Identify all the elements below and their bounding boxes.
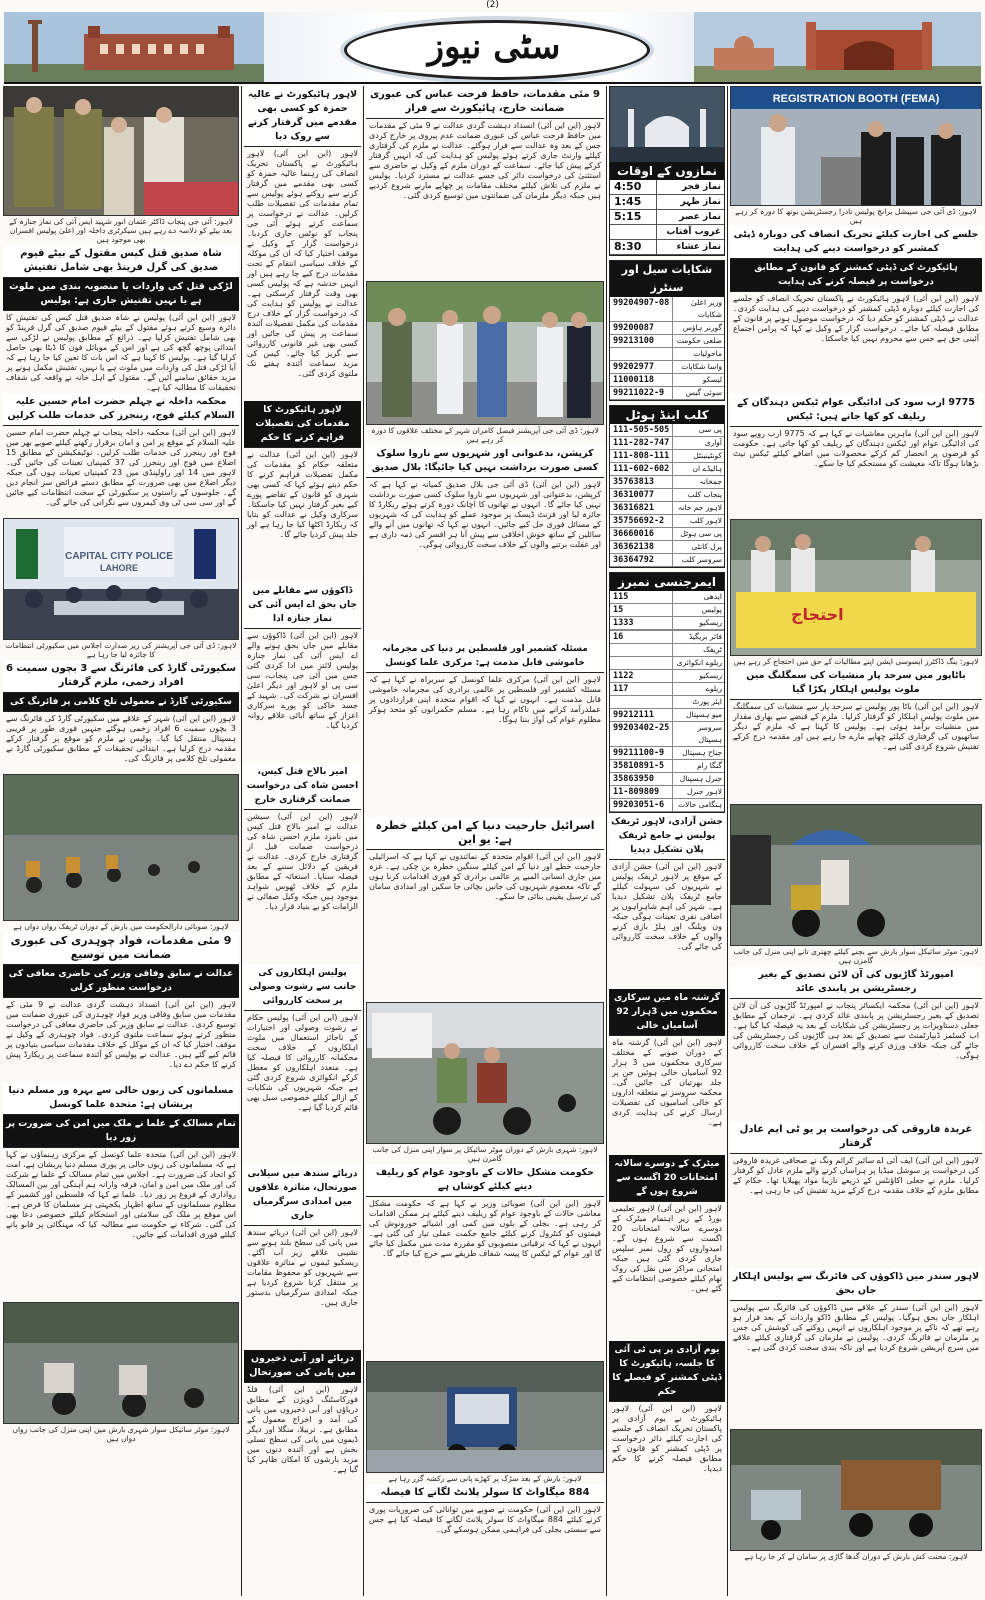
article-body: لاہور (این این آئی) سندر کے علاقے میں ڈاکوؤں کی فائرنگ سے پولیس اہلکار جاں بحق ہوگیا۔ پولیس کے مطابق ڈاکو واردات کے بعد فرار ہو رہے تھے کہ ناکے پر موجود اہلکاروں نے انہیں روکنے کی کوشش کی جس پر ملزمان نے فائرنگ کردی۔ پولیس نے ملزمان کی گرفتاری کیلئے علاقے میں سرچ آپریشن شروع کردیا ہے اور ناکہ بندی سخت کردی گئی ہے۔ bbox=[733, 1303, 979, 1352]
masthead-title: سٹی نیوز bbox=[427, 27, 561, 67]
emergency-number-row-label: ایدھی bbox=[703, 592, 722, 601]
article-body: لاہور (این این آئی) گزشتہ ماہ کے دوران صوبے کے مختلف سرکاری محکموں میں 3 ہزار 92 آسامیاں خالی ہوئیں جن پر جلد بھرتیاں کی جائیں گی۔ محکمہ سروسز نے متعلقہ اداروں کو خالی آسامیوں کی تفصیلات ارسال کرنے کی ہدایت کردی ہے۔ bbox=[612, 1038, 722, 1127]
club-hotel-row-label: لاہور کلب bbox=[690, 516, 722, 525]
prayer-time-row-number: 8:30 bbox=[610, 240, 657, 254]
complaint-center-row-label: وزیر اعلیٰ شکایات bbox=[690, 298, 722, 319]
headline: باٹاپور میں سرحد پار منشیات کی سمگلنگ میں ملوث پولیس اہلکار پکڑا گیا bbox=[730, 667, 982, 700]
emergency-number-row-label: ریلوے انکوائری bbox=[676, 658, 722, 667]
complaint-center-row bbox=[610, 387, 724, 400]
club-hotel-row bbox=[610, 437, 724, 450]
article-body: لاہور (این این آئی) لاہور ہائیکورٹ نے یوم آزادی پر پاکستان تحریک انصاف کے جلسے کی اجازت کیلئے دائر درخواست پر ڈپٹی کمشنر کو قانون کے مطابق فیصلہ کرنے کا حکم دیدیا۔ bbox=[612, 1404, 722, 1473]
headline: اسرائیل جارحیت دنیا کے امن کیلئے خطرہ ہے: یو این bbox=[366, 817, 604, 850]
article-body: لاہور (این این آئی) محکمہ ایکسائز پنجاب نے امپورٹڈ گاڑیوں کی آن لائن تصدیق کے بغیر رجسٹریشن پر پابندی عائد کردی ہے۔ ترجمان کے مطابق جعلی دستاویزات پر رجسٹریشن کی شکایات کے بعد یہ فیصلہ کیا گیا ہے۔ اب کسٹمز ڈیپارٹمنٹ سے تصدیق کے بعد ہی گاڑیوں کی رجسٹریشن کی جائے گی جبکہ خلاف ورزی کرنے والے افسران کے خلاف سخت کارروائی ہوگی۔ bbox=[733, 1001, 979, 1060]
emergency-numbers-list bbox=[610, 591, 724, 812]
police-meeting-photo bbox=[3, 518, 239, 640]
headline: کرپشن، بدعنوانی اور شہریوں سے ناروا سلوک کسی صورت برداشت نہیں کیا جائیگا: بلال صدیق bbox=[366, 445, 604, 478]
club-hotel-row bbox=[610, 515, 724, 528]
article-body: لاہور (این این آئی) لاہور تعلیمی بورڈ کے زیر اہتمام میٹرک کے دوسرے سالانہ امتحانات 20 اگست سے شروع ہوں گے۔ امیدواروں کو رول نمبر سلپس جاری کردی گئی ہیں جبکہ امتحانی مراکز میں نقل کی روک تھام کیلئے خصوصی انتظامات کیے گئے ہیں۔ bbox=[612, 1204, 722, 1293]
club-hotel-row bbox=[610, 528, 724, 541]
club-hotel-row bbox=[610, 554, 724, 567]
club-hotel-title: کلب اینڈ ہوٹل bbox=[610, 406, 724, 424]
emergency-number-row-number: 35863950 bbox=[610, 773, 673, 785]
complaint-centers-box bbox=[609, 260, 725, 401]
article-body: لاہور (این این آئی) شہر کے علاقے میں سکیورٹی گارڈ کی فائرنگ سے 3 بچوں سمیت 6 افراد زخمی ہوگئے جنہیں فوری طور پر قریبی ہسپتال منتقل کیا گیا۔ پولیس نے ملزم کو موقع پر گرفتار کرکے مقدمہ درج کرلیا ہے۔ ابتدائی تحقیقات کے مطابق سکیورٹی گارڈ نے معمولی تلخ کلامی پر فائرنگ کی۔ bbox=[6, 714, 236, 763]
emergency-number-row-label: ہنگامی حالات bbox=[678, 800, 722, 809]
article-body: لاہور (این این آئی) سیشن عدالت نے امیر بالاج قتل کیس میں نامزد ملزم احسن شاہ کی درخواست ضمانت قبل از گرفتاری خارج کردی۔ عدالت نے فریقین کے دلائل سننے کے بعد فیصلہ سنایا۔ استغاثہ کے مطابق ملزم کے خلاف ٹھوس شواہد موجود ہیں جبکہ وکیل صفائی نے الزامات کو بے بنیاد قرار دیا۔ bbox=[247, 812, 358, 911]
prayer-time-row bbox=[610, 180, 724, 195]
club-hotel-row bbox=[610, 424, 724, 437]
article-body: لاہور (این این آئی) متحدہ علما کونسل کے مرکزی رہنماؤں نے کہا ہے کہ مسلمانوں کی زبوں حالی پر پوری مسلم دنیا پریشان ہے، امت کو اتحاد کی ضرورت ہے۔ اجلاس میں تمام مسالک کے علما نے شرکت کی اور ملک میں امن و امان، فرقہ وارانہ ہم آہنگی اور بین المسالک رواداری کے فروغ پر زور دیا۔ علما نے کہا کہ فلسطین اور کشمیر کے مظلوم مسلمانوں کے ساتھ اظہار یکجہتی ہر مسلمان کا فرض ہے۔ اس موقع پر ملک کی سلامتی اور استحکام کیلئے خصوصی دعا بھی کی گئی۔ شرکاء نے حکومت سے مطالبہ کیا کہ مہنگائی پر قابو پانے کیلئے فوری اقدامات کیے جائیں۔ bbox=[6, 1150, 236, 1239]
club-hotel-row bbox=[610, 541, 724, 554]
article-body: لاہور (این این آئی) لاہور ہائیکورٹ نے پاکستان تحریک انصاف کی رہنما عالیہ حمزہ کو کسی بھی مقدمے میں گرفتار کرنے سے روکتے ہوئے پولیس سے تمام مقدمات کی تفصیلات طلب کرلیں۔ عدالت نے درخواست پر سماعت کرتے ہوئے آئی جی پنجاب کو نوٹس جاری کردیا۔ درخواست گزار کے وکیل نے موقف اختیار کیا کہ ان کی موکلہ کے خلاف سیاسی انتقام کے تحت مقدمات درج کیے جا رہے ہیں اور انہیں خدشہ ہے کہ پولیس کسی بھی وقت گرفتار کرسکتی ہے۔ عدالت نے پولیس کو ہدایت کی کہ درخواست گزار کے خلاف درج مقدمات کی مکمل تفصیلات آئندہ سماعت پر پیش کی جائیں اور کسی بھی غیر قانونی کارروائی سے گریز کیا جائے۔ کیس کی مزید سماعت آئندہ ہفتے تک ملتوی کردی گئی۔ bbox=[247, 149, 358, 378]
column-4 bbox=[609, 86, 725, 1526]
photo-caption: لاہور: موٹر سائیکل سوار بارش سے بچنے کیلئے چھتری تانے اپنی منزل کی جانب گامزن ہیں bbox=[733, 947, 979, 965]
motorcycle-drum-photo bbox=[366, 1002, 604, 1144]
headline: سکیورٹی گارڈ کی فائرنگ سے 3 بچوں سمیت 6 افراد زخمی، ملزم گرفتار bbox=[3, 660, 239, 693]
photo-caption: لاہور: آئی جی پنجاب ڈاکٹر عثمان انور شہید ایس آئی کی نماز جنازہ کے بعد بیٹے کو دلاسہ دے رہے ہیں سیکرٹری داخلہ اور اعلیٰ پولیس افسران بھی موجود ہیں bbox=[9, 217, 233, 244]
club-hotel-row bbox=[610, 463, 724, 476]
club-hotel-row-label: پی سی bbox=[698, 425, 722, 434]
mosque-image bbox=[610, 87, 724, 162]
emergency-number-row bbox=[610, 670, 724, 683]
club-hotel-row-label: پرل کانٹی bbox=[691, 542, 722, 551]
complaint-center-row-label: واسا شکایات bbox=[681, 362, 722, 371]
subheadline: ہائیکورٹ کی ڈپٹی کمشنر کو قانون کے مطابق درخواست پر فیصلہ کرنے کی ہدایت bbox=[730, 259, 982, 292]
prayer-time-row-number bbox=[610, 225, 657, 239]
city-skyline-left-image bbox=[4, 12, 264, 82]
club-hotel-row-number: 35763813 bbox=[610, 476, 673, 488]
emergency-number-row-label: پولیس bbox=[701, 605, 722, 614]
emergency-number-row-label: گنگا رام bbox=[697, 761, 722, 770]
headline: جلسے کی اجازت کیلئے تحریک انصاف کی دوبارہ ڈپٹی کمشنر کو درخواست دینے کی ہدایت bbox=[730, 226, 982, 259]
club-hotel-row-label: سروسز کلب bbox=[681, 555, 722, 564]
photo-caption: لاہور: موٹر سائیکل سوار شہری بارش میں اپنی منزل کی جانب رواں دواں ہیں bbox=[12, 1425, 230, 1443]
column-rule bbox=[727, 86, 728, 1596]
club-hotel-row-label: ہالیڈے ان bbox=[692, 464, 722, 473]
prayer-times-title: نمازوں کے اوقات bbox=[610, 162, 724, 180]
complaint-center-row bbox=[610, 335, 724, 348]
emergency-number-row-label: ریلوے bbox=[705, 684, 722, 693]
subheadline: دریائے اور آبی ذخیروں میں پانی کی صورتحال bbox=[244, 1350, 361, 1383]
city-skyline-right-image bbox=[694, 12, 981, 82]
club-hotel-row bbox=[610, 450, 724, 463]
complaint-center-row-number bbox=[610, 348, 673, 360]
club-hotel-box bbox=[609, 405, 725, 568]
complaint-center-row-number: 99211022-9 bbox=[610, 387, 673, 399]
club-hotel-row-number: 111-505-505 bbox=[610, 424, 673, 436]
prayer-time-row bbox=[610, 195, 724, 210]
emergency-number-row-label: ٹریفک bbox=[703, 645, 722, 654]
emergency-number-row bbox=[610, 696, 724, 709]
complaint-center-row-label: سوئی گیس bbox=[685, 388, 722, 397]
emergency-number-row bbox=[610, 747, 724, 760]
svg-text:LAHORE: LAHORE bbox=[100, 563, 138, 573]
article-body: لاہور (این این آئی) حکومت نے صوبے میں توانائی کی ضروریات پوری کرنے کیلئے 884 میگاواٹ کا سولر پلانٹ لگانے کا فیصلہ کیا ہے جس سے سستی بجلی کی فراہمی ممکن ہوسکے گی۔ bbox=[369, 1505, 602, 1534]
subheadline: سکیورٹی گارڈ نے معمولی تلخ کلامی پر فائرنگ کی bbox=[3, 693, 239, 712]
club-hotel-row-number: 36660016 bbox=[610, 528, 673, 540]
club-hotel-row-number: 111-282-747 bbox=[610, 437, 673, 449]
complaint-center-row-label: گورنر ہاؤس bbox=[682, 323, 722, 332]
article-body: لاہور (این این آئی) اقوام متحدہ کے نمائندوں نے کہا ہے کہ اسرائیلی جارحیت خطے اور دنیا کے امن کیلئے سنگین خطرہ بن چکی ہے۔ غزہ میں جاری انسانی المیے پر عالمی برادری کو فوری اقدامات کرنا ہوں گے تاکہ معصوم شہریوں کی جانیں بچائی جا سکیں اور امدادی سامان کی ترسیل یقینی بنائی جا سکے۔ bbox=[369, 852, 601, 901]
prayer-time-row-label: نماز ظہر bbox=[680, 197, 721, 207]
prayer-time-row-number: 5:15 bbox=[610, 210, 657, 224]
photo-caption: لاہور: ڈی آئی جی آپریشنز کی زیر صدارت اجلاس میں سکیورٹی انتظامات کا جائزہ لیا جا رہا ہے bbox=[5, 641, 237, 659]
column-rule bbox=[241, 86, 242, 1596]
article-body: لاہور (این این آئی) باٹا پور پولیس نے سرحد پار سے منشیات کی سمگلنگ میں ملوث پولیس اہلکار کو گرفتار کرلیا۔ ملزم کے قبضے سے بھاری مقدار میں منشیات برآمد ہوئی ہے۔ پولیس کا کہنا ہے کہ ملزم کے دیگر ساتھیوں کی گرفتاری کیلئے چھاپے مارے جا رہے ہیں اور مقدمہ درج کرکے تفتیش شروع کردی گئی ہے۔ bbox=[733, 702, 979, 751]
club-hotel-row-label: کونٹینینٹل bbox=[693, 451, 722, 460]
complaint-center-row-label: لیسکو bbox=[702, 375, 722, 384]
complaint-center-row-number: 99213100 bbox=[610, 335, 673, 347]
emergency-number-row bbox=[610, 631, 724, 644]
emergency-number-row-label: سروسز ہسپتال bbox=[697, 723, 722, 744]
emergency-number-row bbox=[610, 760, 724, 773]
article-body: لاہور (این این آئی) پولیس حکام نے رشوت وصولی اور اختیارات کے ناجائز استعمال میں ملوث اہلکاروں کے خلاف سخت محکمانہ کارروائی کا فیصلہ کیا ہے۔ متعدد اہلکاروں کو معطل کرکے انکوائری شروع کردی گئی ہے جبکہ شہریوں کی شکایات کے ازالے کیلئے خصوصی سیل بھی قائم کردیا گیا ہے۔ bbox=[247, 1013, 358, 1112]
prayer-time-row bbox=[610, 225, 724, 240]
club-hotel-list bbox=[610, 424, 724, 567]
article-body: لاہور (این این آئی) انسداد دہشت گردی عدالت نے 9 مئی کے مقدمات میں حافظ فرحت عباس کی عبوری ضمانت عدم پیروی پر خارج کردی جس کے بعد وہ عدالت سے فرار ہوگئے۔ عدالت نے ملزم کی گرفتاری کیلئے وارنٹ جاری کرتے ہوئے پولیس کو ہدایت کی کہ انہیں گرفتار کرکے پیش کیا جائے۔ سماعت کے دوران ملزم کے وکیل نے حاضری سے استثنیٰ کی درخواست دائر کی جسے عدالت نے مسترد کردیا۔ پولیس نے ملزم کی تلاش کیلئے مختلف مقامات پر چھاپے مارنے شروع کردیے ہیں جبکہ دیگر ملزمان کی ضمانتوں میں توسیع کردی گئی۔ bbox=[369, 121, 601, 200]
column-1 bbox=[3, 86, 239, 1444]
emergency-number-row-number: 99211100-9 bbox=[610, 747, 673, 759]
article-body: لاہور (این این آئی) ڈاکوؤں سے مقابلے میں جاں بحق ہونے والے اے ایس آئی کی نماز جنازہ پولیس لائنز میں ادا کردی گئی جس میں آئی جی پنجاب، سی سی پی او لاہور اور دیگر اعلیٰ افسران نے شرکت کی۔ شہید کے جسد خاکی کو پورے سرکاری اعزاز کے ساتھ آبائی علاقے روانہ کردیا گیا۔ bbox=[247, 631, 358, 730]
emergency-number-row bbox=[610, 722, 724, 747]
headline: 9 مئی مقدمات، حافظ فرحت عباس کی عبوری ضمانت خارج، ہائیکورٹ سے فرار bbox=[366, 86, 604, 119]
emergency-number-row-label: جنرل ہسپتال bbox=[679, 774, 722, 783]
article-body: لاہور (این این آئی) ڈی آئی جی بلال صدیق کمیانہ نے کہا ہے کہ کرپشن، بدعنوانی اور شہریوں سے ناروا سلوک کسی صورت برداشت نہیں کیا جائے گا۔ انہوں نے تھانوں کا اچانک دورہ کرتے ہوئے ریکارڈ کا جائزہ لیا اور فرنٹ ڈیسک پر موجود عملے کو ہدایت کی کہ شہریوں کے مسائل فوری حل کیے جائیں۔ انہوں نے کہا کہ تھانوں میں آنے والے سائلین کے ساتھ خوش اخلاقی سے پیش آنا ہر افسر کی ذمہ داری ہے اور غفلت برتنے والوں کے خلاف سخت کارروائی ہوگی۔ bbox=[369, 480, 601, 549]
complaint-centers-title: شکایات سیل اور سنٹرز bbox=[610, 261, 724, 297]
registration-booth-photo bbox=[730, 86, 982, 206]
protest-banner-text: احتجاج bbox=[791, 605, 844, 624]
banner-text: REGISTRATION BOOTH (FEMA) bbox=[772, 93, 940, 105]
complaint-center-row-number: 99200087 bbox=[610, 322, 673, 334]
club-hotel-row-label: پی سی ہوٹل bbox=[680, 529, 722, 538]
donkey-cart-photo bbox=[730, 1429, 982, 1551]
club-hotel-row-label: لاہور جم خانہ bbox=[678, 503, 722, 512]
emergency-number-row-number: 115 bbox=[610, 591, 673, 603]
article-body: لاہور (این این آئی) صوبائی وزیر نے کہا ہے کہ حکومت مشکل معاشی حالات کے باوجود عوام کو ریلیف دینے کیلئے ہر ممکن اقدامات کر رہی ہے۔ بجلی کے بلوں میں کمی اور اشیائے خورونوش کی قیمتوں کو کنٹرول کرنے کیلئے جامع حکمت عملی تیار کی گئی ہے۔ انہوں نے کہا کہ ترقیاتی منصوبوں کو مقررہ مدت میں مکمل کیا جائے گا اور عوام کے ٹیکس کا پیسہ شفاف طریقے سے خرچ کیا جائے گا۔ bbox=[369, 1199, 601, 1258]
headline: ڈاکوؤں سے مقابلے میں جاں بحق اے ایس آئی کی نماز جنازہ ادا bbox=[244, 582, 361, 629]
club-hotel-row-number: 35756692-2 bbox=[610, 515, 673, 527]
emergency-number-row-label: ریسکیو bbox=[699, 618, 722, 627]
club-hotel-row-label: جمخانہ bbox=[699, 477, 722, 486]
headline: امپورٹڈ گاڑیوں کی آن لائن تصدیق کے بغیر رجسٹریشن پر پابندی عائد bbox=[730, 966, 982, 999]
photo-caption: لاہور: ڈی آئی جی سپیشل برانچ پولیس نادرا رجسٹریشن بوتھ کا دورہ کر رہے ہیں bbox=[735, 207, 977, 225]
club-hotel-row bbox=[610, 502, 724, 515]
article-body: لاہور (این این آئی) فلڈ فورکاسٹنگ ڈویژن کے مطابق دریاؤں اور آبی ذخیروں میں پانی کی آمد و اخراج معمول کے مطابق ہے۔ تربیلا، منگلا اور دیگر ڈیموں میں پانی کی سطح تسلی بخش ہے اور آئندہ دنوں میں مزید بارشوں کا امکان ظاہر کیا گیا ہے۔ bbox=[247, 1385, 358, 1474]
headline: دریائے سندھ میں سیلابی صورتحال، متاثرہ علاقوں میں امدادی سرگرمیاں جاری bbox=[244, 1165, 361, 1226]
masthead bbox=[4, 12, 981, 84]
club-hotel-row-number: 36362138 bbox=[610, 541, 673, 553]
umbrella-rider-photo bbox=[730, 804, 982, 946]
club-hotel-row bbox=[610, 476, 724, 489]
emergency-number-row bbox=[610, 644, 724, 657]
emergency-number-row bbox=[610, 773, 724, 786]
emergency-number-row-label: فائر بریگیڈ bbox=[688, 632, 722, 641]
photo-caption: لاہور: ینگ ڈاکٹرز ایسوسی ایشن اپنے مطالبات کے حق میں احتجاج کر رہے ہیں bbox=[733, 657, 979, 666]
emergency-number-row-number bbox=[610, 696, 673, 708]
headline: 9775 ارب سود کی ادائیگی عوام ٹیکس دہندگان کے ریلیف کو کھا جاتے ہیں: ٹیکس bbox=[730, 394, 982, 427]
complaint-centers-list bbox=[610, 297, 724, 400]
emergency-number-row-number bbox=[610, 657, 673, 669]
prayer-time-row-label: نماز عصر bbox=[679, 212, 721, 222]
headline: امیر بالاج قتل کیس، احسن شاہ کی درخواست ضمانت گرفتاری خارج bbox=[244, 763, 361, 810]
emergency-number-row-label: ریسکیو bbox=[699, 671, 722, 680]
column-rule bbox=[363, 86, 364, 1596]
club-hotel-row-number: 111-808-111 bbox=[610, 450, 673, 462]
photo-caption: لاہور: بارش کے بعد سڑک پر کھڑے پانی سے رکشہ گزر رہا ہے bbox=[388, 1474, 582, 1483]
emergency-number-row bbox=[610, 604, 724, 617]
subheadline: تمام مسالک کے علما نے ملک میں امن کی ضرورت پر زور دیا bbox=[3, 1115, 239, 1148]
emergency-number-row-label: لاہور جنرل bbox=[686, 787, 722, 796]
complaint-center-row-label: ضلعی حکومت bbox=[676, 336, 722, 345]
emergency-number-row-number: 1333 bbox=[610, 617, 673, 629]
complaint-center-row bbox=[610, 322, 724, 335]
prayer-time-row-label: نماز عشاء bbox=[676, 242, 721, 252]
complaint-center-row-label: ماحولیات bbox=[693, 349, 722, 358]
headline: لاہور ہائیکورٹ نے عالیہ حمزہ کو کسی بھی مقدمے میں گرفتار کرنے سے روک دیا bbox=[244, 86, 361, 147]
emergency-number-row-number: 99203051-6 bbox=[610, 799, 673, 811]
complaint-center-row bbox=[610, 361, 724, 374]
headline: 884 میگاواٹ کا سولر پلانٹ لگانے کا فیصلہ bbox=[366, 1484, 604, 1503]
prayer-times-box bbox=[609, 86, 725, 256]
prayer-time-row-number: 1:45 bbox=[610, 195, 657, 209]
club-hotel-row-number: 36364792 bbox=[610, 554, 673, 566]
dig-visit-photo bbox=[366, 281, 604, 425]
photo-caption: لاہور: محنت کش بارش کے دوران گدھا گاڑی پر سامان لے کر جا رہا ہے bbox=[744, 1552, 968, 1561]
emergency-number-row bbox=[610, 786, 724, 799]
prayer-time-row-label: نماز فجر bbox=[681, 182, 721, 192]
svg-text:CAPITAL CITY POLICE: CAPITAL CITY POLICE bbox=[65, 551, 173, 562]
headline: جشن آزادی، لاہور ٹریفک پولیس نے جامع ٹریفک پلان تشکیل دیدیا bbox=[609, 813, 725, 860]
subheadline: لاہور ہائیکورٹ کا مقدمات کی تفصیلات فراہم کرنے کا حکم bbox=[244, 401, 361, 448]
emergency-numbers-title: ایمرجنسی نمبرز bbox=[610, 573, 724, 591]
column-5 bbox=[730, 86, 982, 1562]
emergency-number-row-label: جناح ہسپتال bbox=[682, 748, 722, 757]
emergency-number-row-label: میو ہسپتال bbox=[686, 710, 722, 719]
prayer-times-list bbox=[610, 180, 724, 255]
complaint-center-row-number: 99204907-08 bbox=[610, 297, 673, 321]
headline: مسئلہ کشمیر اور فلسطین پر دنیا کی مجرمانہ خاموشی قابل مذمت ہے: مرکزی علما کونسل bbox=[366, 640, 604, 673]
club-hotel-row-label: پنجاب کلب bbox=[687, 490, 722, 499]
emergency-number-row bbox=[610, 591, 724, 604]
subheadline: عدالت نے سابق وفاقی وزیر کی حاضری معافی کی درخواست منظور کرلی bbox=[3, 965, 239, 998]
headline: گرشتہ ماہ میں سرکاری محکموں میں 3ہزار 92 آسامیاں خالی bbox=[609, 989, 725, 1036]
emergency-numbers-box bbox=[609, 572, 725, 813]
prayer-time-row-label: غروب آفتاب bbox=[666, 227, 721, 237]
headline: 9 مئی مقدمات، فواد چوہدری کی عبوری ضمانت میں توسیع bbox=[3, 932, 239, 965]
headline: یوم آزادی پر پی ٹی آئی کا جلسہ، ہائیکورٹ کا ڈپٹی کمشنر کو فیصلے کا حکم bbox=[609, 1341, 725, 1402]
emergency-number-row bbox=[610, 657, 724, 670]
subheadline: لڑکی قتل کی واردات یا منصوبہ بندی میں ملوث ہے یا نہیں تفتیش جاری ہے: پولیس bbox=[3, 278, 239, 311]
photo-caption: لاہور: صوبائی دارالحکومت میں بارش کے دوران ٹریفک رواں دواں ہے bbox=[13, 922, 229, 931]
club-hotel-row-label: آواری bbox=[704, 438, 722, 447]
headline: مسلمانوں کی زبوں حالی سے بہرہ ور مسلم دنیا پریشان ہے: متحدہ علما کونسل bbox=[3, 1082, 239, 1115]
club-hotel-row bbox=[610, 489, 724, 502]
emergency-number-row-number: 16 bbox=[610, 631, 673, 643]
prayer-time-row-number: 4:50 bbox=[610, 180, 657, 194]
complaint-center-row bbox=[610, 348, 724, 361]
column-3 bbox=[366, 86, 604, 1567]
article-body: لاہور (این این آئی) ایف آئی اے سائبر کرائم ونگ نے صحافی غریدہ فاروقی کی درخواست پر سوشل میڈیا پر ہراساں کرنے والے ملزم عادل کو گرفتار کرلیا۔ ملزم نے جعلی اکاؤنٹس کے ذریعے نازیبا مواد پھیلایا تھا۔ حکام کے مطابق ملزم کے خلاف مقدمہ درج کرکے مزید تفتیش کی جا رہی ہے۔ bbox=[733, 1156, 979, 1195]
headline: حکومت مشکل حالات کے باوجود عوام کو ریلیف دینے کیلئے کوشاں ہے bbox=[366, 1164, 604, 1197]
headline: میٹرک کے دوسرے سالانہ امتحانات 20 اگست سے شروع ہوں گے bbox=[609, 1155, 725, 1202]
emergency-number-row-number: 99212111 bbox=[610, 709, 673, 721]
article-body: لاہور (این این آئی) مرکزی علما کونسل کے سربراہ نے کہا ہے کہ مسئلہ کشمیر اور فلسطین پر عالمی برادری کی مجرمانہ خاموشی قابل مذمت ہے۔ انہوں نے کہا کہ اقوام متحدہ اپنی قراردادوں پر عملدرآمد کرانے میں ناکام رہا ہے۔ مسلم حکمرانوں کو متحد ہوکر مظلوم عوام کی آواز بننا ہوگا۔ bbox=[369, 675, 601, 724]
emergency-number-row-number: 15 bbox=[610, 604, 673, 616]
emergency-number-row-number: 35810891-5 bbox=[610, 760, 673, 772]
emergency-number-row-number: 1122 bbox=[610, 670, 673, 682]
article-body: لاہور (این این آئی) انسداد دہشت گردی عدالت نے 9 مئی کے مقدمات میں سابق وفاقی وزیر فواد چوہدری کی عبوری ضمانت میں توسیع کردی۔ عدالت نے سابق وزیر کی حاضری معافی کی درخواست منظور کرتے ہوئے سماعت ملتوی کردی۔ فواد چوہدری کے وکیل نے موقف اختیار کیا کہ ان کے موکل کے خلاف مقدمات سیاسی بنیادوں پر قائم کیے گئے ہیں۔ عدالت نے پولیس کو آئندہ سماعت پر ریکارڈ پیش کرنے کا حکم دے دیا۔ bbox=[6, 1000, 236, 1069]
headline: محکمہ داخلہ نے چہلم حضرت امام حسین علیہ السلام کیلئے فوج، رینجرز کی خدمات طلب کرلیں bbox=[3, 393, 239, 426]
club-hotel-row-number: 111-602-602 bbox=[610, 463, 673, 475]
complaint-center-row bbox=[610, 297, 724, 322]
emergency-number-row bbox=[610, 709, 724, 722]
emergency-number-row bbox=[610, 683, 724, 696]
funeral-prayer-photo bbox=[3, 86, 239, 216]
protest-photo bbox=[730, 519, 982, 656]
article-body: لاہور (این این آئی) ماہرین معاشیات نے کہا ہے کہ 9775 ارب روپے سود کی ادائیگی عوام اور ٹیکس دہندگان کے ریلیف کو کھا جاتی ہے۔ حکومت کو قرضوں پر انحصار کم کرکے محصولات میں اضافے کیلئے ٹیکس نیٹ بڑھانا ہوگا تاکہ معیشت کو مستحکم کیا جا سکے۔ bbox=[733, 429, 979, 468]
article-body: لاہور (این این آئی) پولیس نے شاہ صدیق قتل کیس کی تفتیش کا دائرہ وسیع کرتے ہوئے مقتول کے بیٹے قیوم صدیق کی گرل فرینڈ کو بھی شامل تفتیش کرلیا ہے۔ ذرائع کے مطابق پولیس نے لڑکی سے ابتدائی پوچھ گچھ کی ہے اور اس کے موبائل فون کا ڈیٹا بھی حاصل کرلیا گیا ہے۔ پولیس کا کہنا ہے کہ اس بات کا تعین کیا جا رہا ہے کہ آیا لڑکی قتل کی واردات میں ملوث ہے یا نہیں، تفتیش مکمل ہونے پر مزید حقائق سامنے آئیں گے۔ مقتول کے اہل خانہ نے واقعہ کی شفاف تحقیقات کا مطالبہ کیا ہے۔ bbox=[6, 313, 236, 392]
photo-caption: لاہور: شہری بارش کے دوران موٹر سائیکل پر سوار اپنی منزل کی جانب گامزن ہیں bbox=[372, 1145, 598, 1163]
emergency-number-row-number: 11-809809 bbox=[610, 786, 673, 798]
article-body: لاہور (این این آئی) دریائے سندھ میں پانی کی سطح بلند ہونے سے نشیبی علاقے زیر آب آگئے۔ ریسکیو ٹیموں نے متاثرہ علاقوں سے شہریوں کو محفوظ مقامات پر منتقل کرنا شروع کردیا ہے جبکہ امدادی سرگرمیاں بدستور جاری ہیں۔ bbox=[247, 1228, 358, 1307]
emergency-number-row bbox=[610, 799, 724, 812]
rickshaw-photo bbox=[366, 1361, 604, 1473]
complaint-center-row bbox=[610, 374, 724, 387]
mosque-icon bbox=[610, 87, 724, 162]
article-body: لاہور (این این آئی) عدالت نے متعلقہ حکام کو مقدمات کی مکمل تفصیلات فراہم کرنے کا حکم دیتے ہوئے کہا کہ کسی بھی شہری کو قانون کے تقاضے پورے کیے بغیر گرفتار نہیں کیا جاسکتا۔ سرکاری وکیل نے عدالت کو بتایا کہ ریکارڈ اکٹھا کیا جا رہا ہے اور جلد پیش کردیا جائے گا۔ bbox=[247, 450, 358, 539]
emergency-number-row-number bbox=[610, 644, 673, 656]
headline: شاہ صدیق قتل کیس مقتول کے بیٹے قیوم صدیق کی گرل فرینڈ بھی شامل تفتیش bbox=[3, 245, 239, 278]
emergency-number-row-number: 117 bbox=[610, 683, 673, 695]
article-body: لاہور (این این آئی) محکمہ داخلہ پنجاب نے چہلم حضرت امام حسین علیہ السلام کے موقع پر امن و امان برقرار رکھنے کیلئے صوبے بھر میں فوج اور رینجرز کی خدمات طلب کرلیں۔ نوٹیفکیشن کے مطابق 15 اضلاع میں فوج اور رینجرز کی 37 کمپنیاں تعینات کی جائیں گی۔ لاہور میں 14 اور راولپنڈی میں 23 کمپنیاں تعینات ہوں گی جبکہ دیگر اضلاع میں بھی ضرورت کے مطابق دستے فرائض سر انجام دیں گے۔ جلوسوں کے راستوں پر سکیورٹی کے سخت انتظامات کیے جائیں گے اور سی سی ٹی وی کیمروں سے نگرانی کی جائے گی۔ bbox=[6, 428, 236, 507]
headline: لاہور سندر میں ڈاکوؤں کی فائرنگ سے پولیس اہلکار جاں بحق bbox=[730, 1268, 982, 1301]
rain-traffic-photo bbox=[3, 774, 239, 921]
motorcyclists-rain-photo bbox=[3, 1302, 239, 1424]
column-2 bbox=[244, 86, 361, 1527]
photo-caption: لاہور: ڈی آئی جی آپریشنز فیصل کامران شہر کے مختلف علاقوں کا دورہ کر رہے ہیں bbox=[371, 426, 599, 444]
complaint-center-row-number: 11000118 bbox=[610, 374, 673, 386]
club-hotel-row-number: 36310077 bbox=[610, 489, 673, 501]
article-body: لاہور (این این آئی) جشن آزادی کے موقع پر لاہور ٹریفک پولیس نے شہریوں کی سہولت کیلئے جامع ٹریفک پلان تشکیل دیدیا ہے۔ شہر کی اہم شاہراہوں پر اضافی نفری تعینات ہوگی جبکہ ون ویلنگ اور ہلڑ بازی کرنے والوں کے خلاف سخت کارروائی کی جائے گی۔ bbox=[612, 862, 722, 951]
club-hotel-row-number: 36316821 bbox=[610, 502, 673, 514]
page-number: (2) bbox=[486, 0, 499, 10]
column-rule bbox=[606, 86, 607, 1596]
emergency-number-row-label: ایئر پورٹ bbox=[692, 697, 722, 706]
emergency-number-row bbox=[610, 617, 724, 630]
headline: غریدہ فاروقی کی درخواست پر یو ٹی ایم عادل گرفتار bbox=[730, 1121, 982, 1154]
complaint-center-row-number: 99202977 bbox=[610, 361, 673, 373]
prayer-time-row bbox=[610, 210, 724, 225]
headline: پولیس اہلکاروں کی جانب سے رشوت وصولی پر سخت کارروائی bbox=[244, 964, 361, 1011]
prayer-time-row bbox=[610, 240, 724, 255]
article-body: لاہور (این این آئی) لاہور ہائیکورٹ نے پاکستان تحریک انصاف کو جلسے کی اجازت کیلئے دوبارہ ڈپٹی کمشنر کو درخواست دینے کی ہدایت کردی۔ عدالت نے ڈپٹی کمشنر کو حکم دیا کہ درخواست موصول ہونے پر قانون کے مطابق فیصلہ کیا جائے۔ درخواست گزار کے وکیل نے کہا کہ پرامن اجتماع آئینی حق ہے جس سے محروم نہیں کیا جاسکتا۔ bbox=[733, 294, 979, 343]
emergency-number-row-number: 99203402-25 bbox=[610, 722, 673, 746]
